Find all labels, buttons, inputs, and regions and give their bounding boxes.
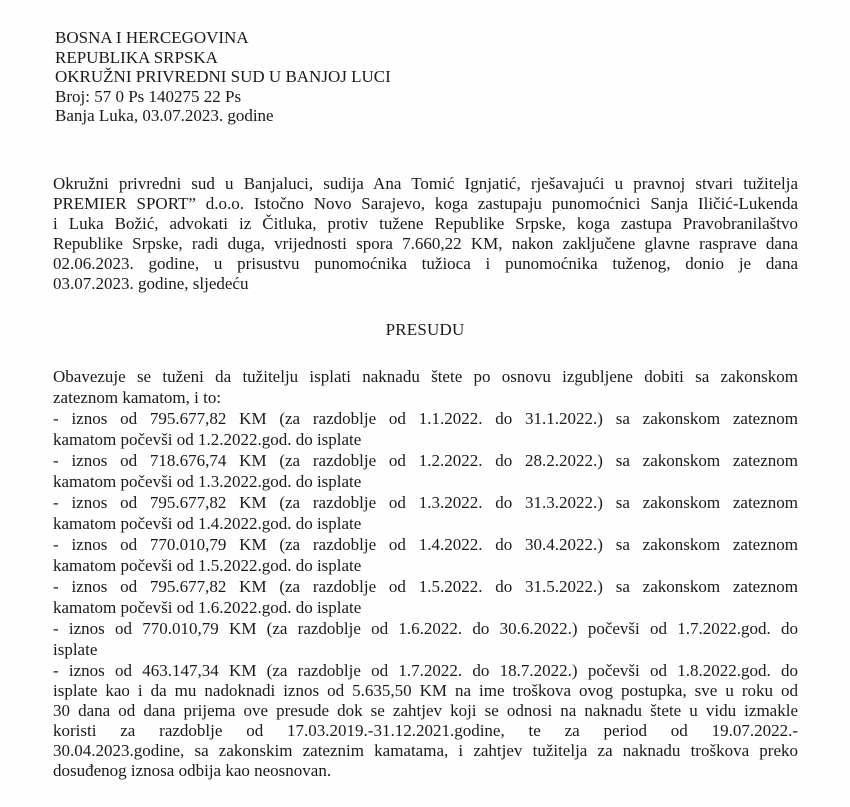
verdict-item-line: kamatom počevši od 1.2.2022.god. do isplate <box>53 430 362 449</box>
intro-line: Republike Srpske, radi duga, vrijednosti spora 7.660,22 KM, nakon zaključene glavne rasprave dana <box>53 234 798 253</box>
closing-line: 30 dana od dana prijema ove presude dok se zahtjev koji se odnosi na naknadu štete u vidu izmakle <box>53 701 798 720</box>
intro-line: 02.06.2023. godine, u prisustvu punomoćnika tužioca i punomoćnika tuženog, donio je dana <box>53 254 798 273</box>
intro-line: 03.07.2023. godine, sljedeću <box>53 274 249 293</box>
intro-line: i Luka Božić, advokati iz Čitluka, protiv tužene Republike Srpske, koga zastupa Pravobranilaštvo <box>53 214 798 233</box>
verdict-paragraph <box>53 366 798 660</box>
header-case-number: Broj: 57 0 Ps 140275 22 Ps <box>55 86 242 106</box>
verdict-title: PRESUDU <box>385 320 465 339</box>
header-place-date: Banja Luka, 03.07.2023. godine <box>55 106 274 125</box>
verdict-item-line: - iznos od 718.676,74 KM (za razdoblje od 1.2.2022. do 28.2.2022.) sa zakonskom zateznom <box>53 451 798 470</box>
verdict-item-line: - iznos od 795.677,82 KM (za razdoblje od 1.3.2022. do 31.3.2022.) sa zakonskom zateznom <box>53 493 798 512</box>
verdict-item-line: kamatom počevši od 1.4.2022.god. do isplate <box>53 514 362 533</box>
verdict-item-line: kamatom počevši od 1.5.2022.god. do isplate <box>53 556 362 575</box>
closing-line: isplate kao i da mu nadoknadi iznos od 5.635,50 KM na ime troškova ovog postupka, sve u roku od <box>53 681 798 700</box>
closing-line: 30.04.2023.godine, sa zakonskim zateznim kamatama, i zahtjev tužitelja za naknadu troškova preko <box>53 741 798 760</box>
closing-paragraph <box>53 661 798 781</box>
intro-paragraph <box>53 174 798 294</box>
court-header <box>55 28 391 126</box>
verdict-item-line: kamatom počevši od 1.6.2022.god. do isplate <box>53 598 362 617</box>
verdict-item-line: - iznos od 795.677,82 KM (za razdoblje od 1.1.2022. do 31.1.2022.) sa zakonskom zateznom <box>53 409 798 428</box>
header-court-name: OKRUŽNI PRIVREDNI SUD U BANJOJ LUCI <box>55 67 391 86</box>
closing-line: dosuđenog iznosa odbija kao neosnovan. <box>53 761 332 780</box>
intro-line: PREMIER SPORT” d.o.o. Istočno Novo Sarajevo, koga zastupaju punomoćnici Sanja Iličić-Lukenda <box>53 194 798 213</box>
verdict-item-line: - iznos od 770.010,79 KM (za razdoblje od 1.6.2022. do 30.6.2022.) počevši od 1.7.2022.god. do <box>53 619 798 638</box>
header-entity: REPUBLIKA SRPSKA <box>55 47 218 67</box>
verdict-item-line: - iznos od 795.677,82 KM (za razdoblje od 1.5.2022. do 31.5.2022.) sa zakonskom zateznom <box>53 577 798 596</box>
verdict-line: Obavezuje se tuženi da tužitelju isplati naknadu štete po osnovu izgubljene dobiti sa zakonskom <box>53 367 798 386</box>
intro-line: Okružni privredni sud u Banjaluci, sudija Ana Tomić Ignjatić, rješavajući u pravnoj stvari tužitelja <box>53 174 798 193</box>
verdict-item-line: isplate <box>53 640 98 659</box>
closing-line: koristi za razdoblje od 17.03.2019.-31.12.2021.godine, te za period od 19.07.2022.- <box>53 721 798 740</box>
closing-line: - iznos od 463.147,34 KM (za razdoblje od 1.7.2022. do 18.7.2022.) počevši od 1.8.2022.god. do <box>53 661 798 680</box>
header-country: BOSNA I HERCEGOVINA <box>55 28 249 47</box>
verdict-item-line: kamatom počevši od 1.3.2022.god. do isplate <box>53 472 362 491</box>
verdict-line: zateznom kamatom, i to: <box>53 388 222 407</box>
verdict-item-line: - iznos od 770.010,79 KM (za razdoblje od 1.4.2022. do 30.4.2022.) sa zakonskom zateznom <box>53 535 798 554</box>
